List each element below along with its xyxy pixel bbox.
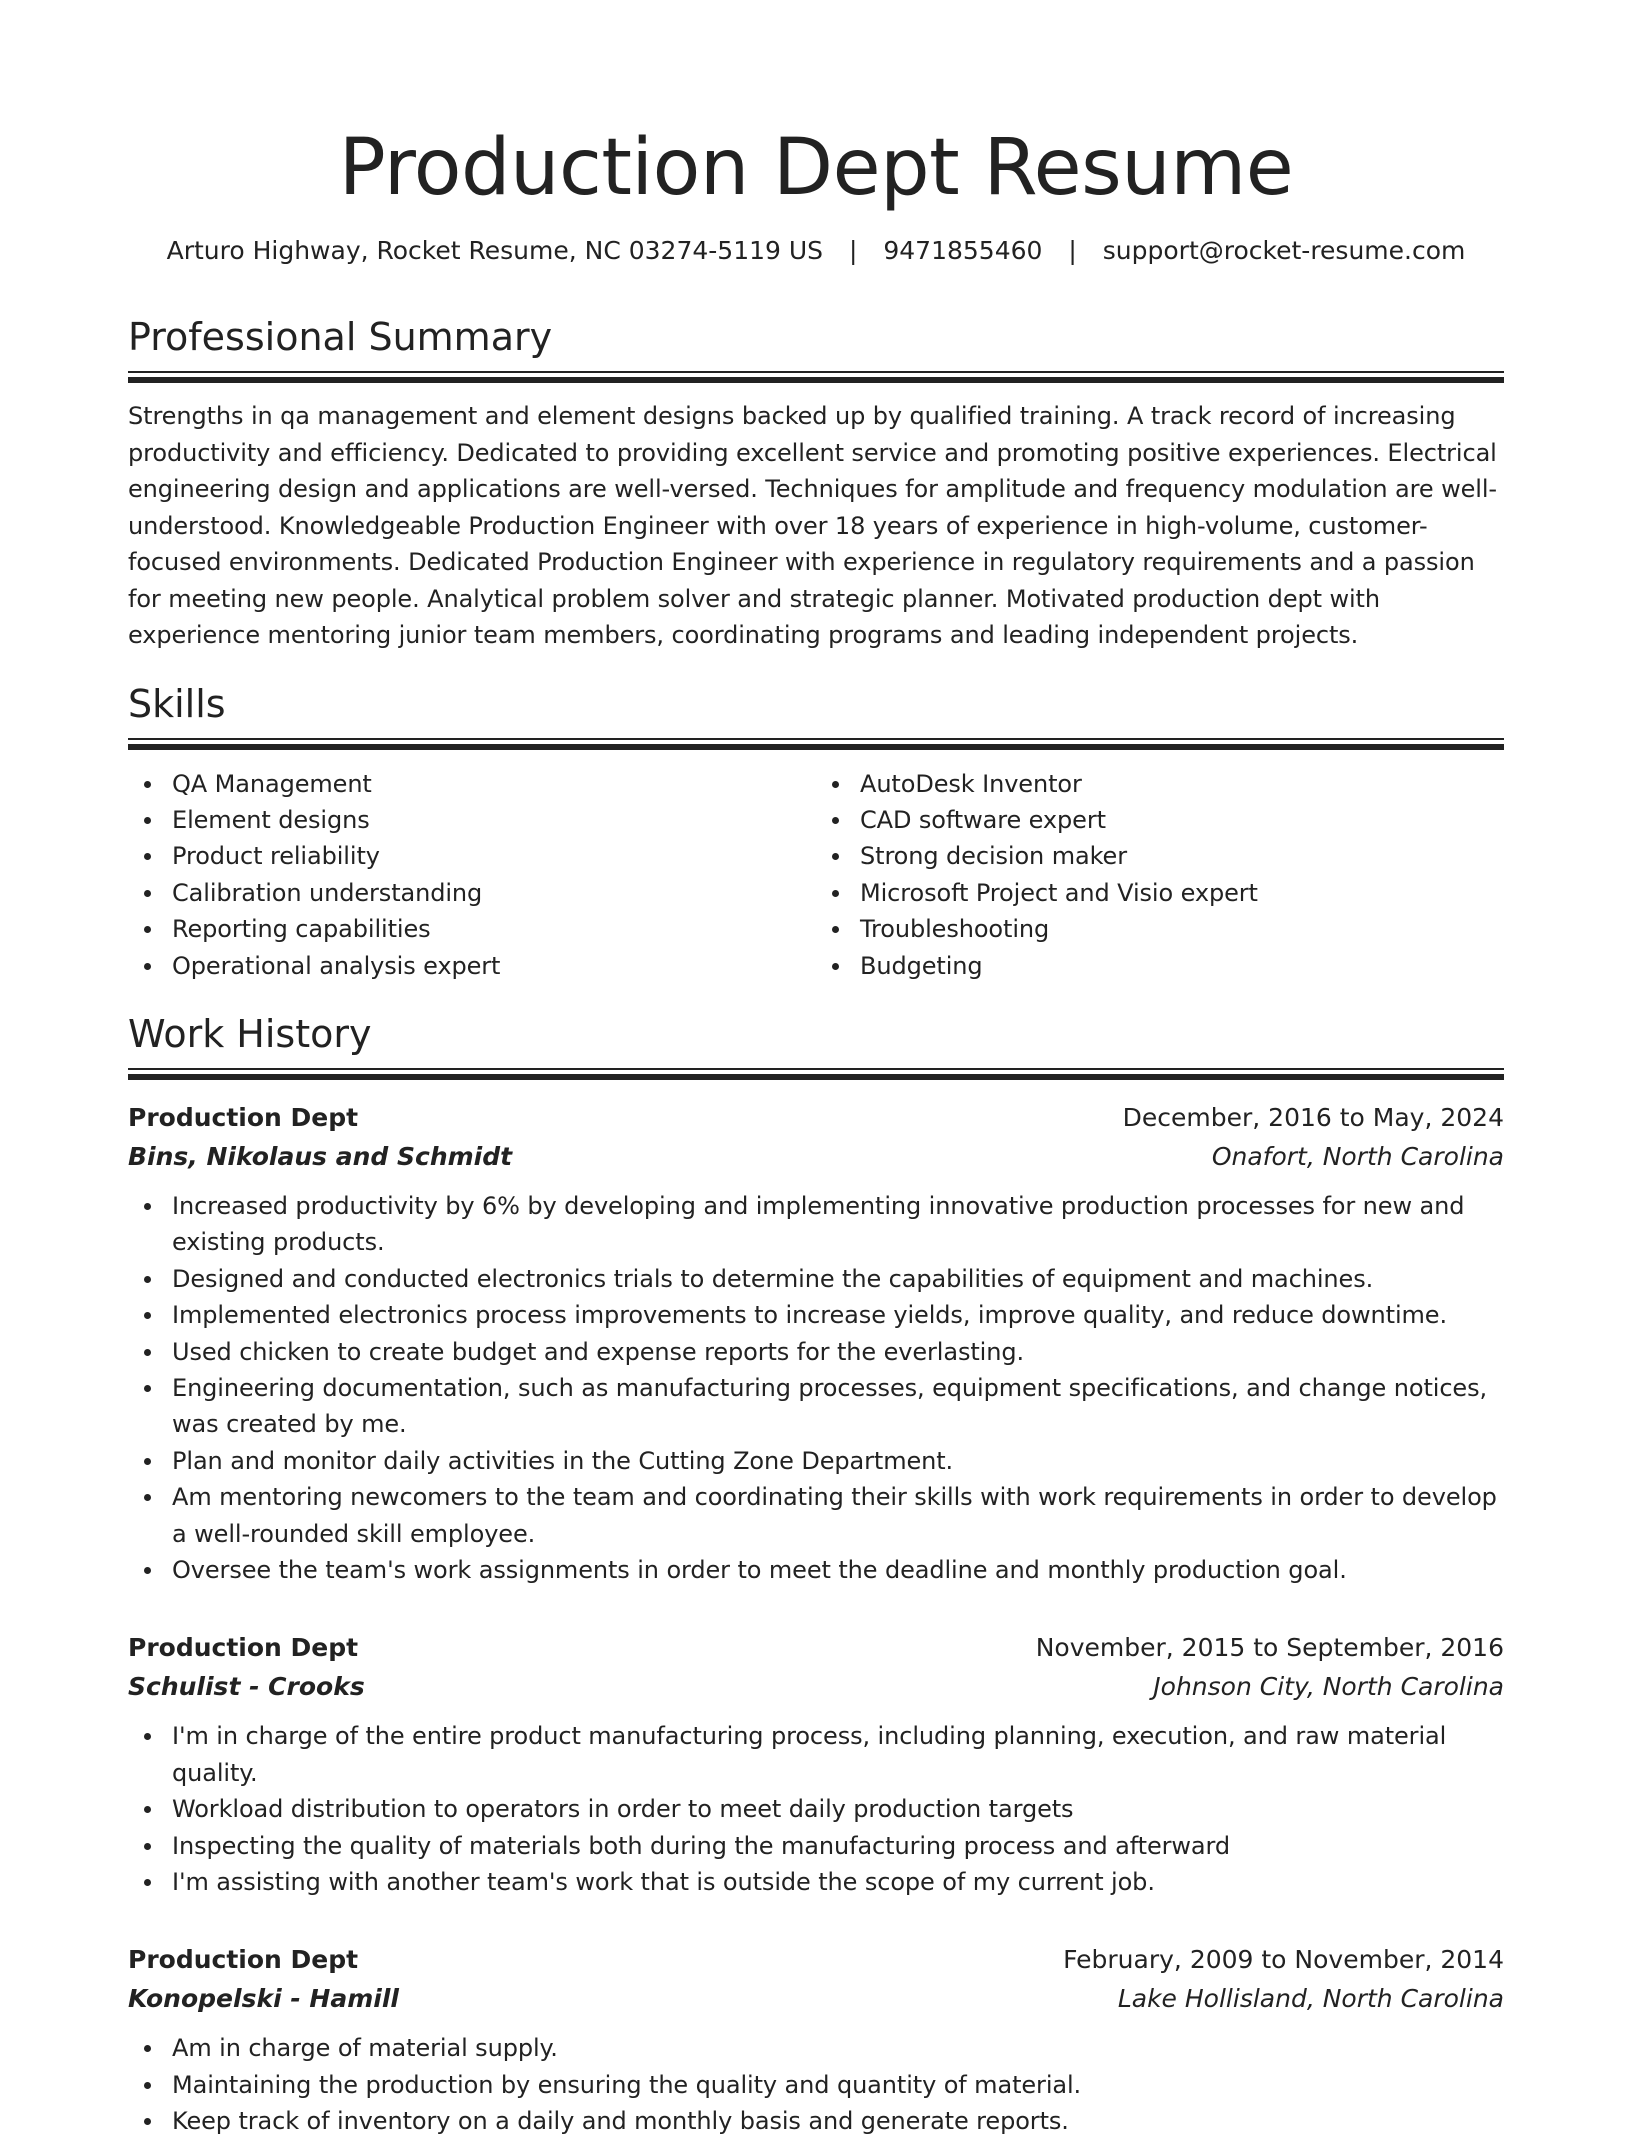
skill-item: CAD software expert [816,802,1504,838]
job-bullet: Designed and conducted electronics trials to determine the capabilities of equipment and machines. [128,1261,1504,1297]
job-bullet: Inspecting the quality of materials both during the manufacturing process and afterward [128,1828,1504,1864]
job-company: Schulist - Crooks [128,1672,365,1702]
professional-summary-section [128,313,1504,654]
resume-page [128,0,1504,2140]
skill-item: Calibration understanding [128,875,816,911]
job-company: Bins, Nikolaus and Schmidt [128,1141,513,1171]
job-company-row [128,1667,1504,1706]
contact-separator: | [1068,236,1077,265]
skill-item: Operational analysis expert [128,948,816,984]
section-divider [128,738,1504,750]
job-bullet: I'm in charge of the entire product manufacturing process, including planning, execution, and raw material quality. [128,1718,1504,1791]
skills-left-list [128,766,816,984]
job-bullet: Implemented electronics process improvements to increase yields, improve quality, and reduce downtime. [128,1297,1504,1333]
job-bullet: Am in charge of material supply. [128,2030,1504,2066]
section-divider [128,1068,1504,1080]
skill-item: AutoDesk Inventor [816,766,1504,802]
job-dates: February, 2009 to November, 2014 [1063,1945,1504,1975]
job-bullet: Plan and monitor daily activities in the Cutting Zone Department. [128,1443,1504,1479]
section-heading: Skills [128,681,226,726]
skill-item: Strong decision maker [816,838,1504,874]
job-entry [128,1098,1504,1588]
work-history-section [128,1010,1504,2140]
summary-text: Strengths in qa management and element designs backed up by qualified training. A track record of increasing productivity and efficiency. Dedicated to providing excellent service and promoting positive experiences. Electrical engineering design and applications are well-versed. Techniques for amplitude and frequency modulation are well-understood. Knowledgeable Production Engineer with over 18 years of experience in high-volume, customer-focused environments. Dedicated Production Engineer with experience in regulatory requirements and a passion for meeting new people. Analytical problem solver and strategic planner. Motivated production dept with experience mentoring junior team members, coordinating programs and leading independent projects. [128,402,1497,649]
section-heading: Professional Summary [128,315,553,359]
skill-item: QA Management [128,766,816,802]
resume-title: Production Dept Resume [338,123,1294,213]
contact-address: Arturo Highway, Rocket Resume, NC 03274-5119 US [166,236,824,265]
contact-email: support@rocket-resume.com [1102,236,1466,265]
skill-item: Product reliability [128,838,816,874]
job-entry [128,1628,1504,1900]
section-heading: Work History [128,1011,372,1056]
job-bullet: Am mentoring newcomers to the team and coordinating their skills with work requirements in order to develop a well-rounded skill employee. [128,1479,1504,1552]
job-company-row [128,1137,1504,1176]
job-company: Konopelski - Hamill [128,1984,399,2014]
job-dates: December, 2016 to May, 2024 [1122,1102,1504,1132]
section-divider [128,371,1504,383]
skill-item: Budgeting [816,948,1504,984]
job-bullet: I'm assisting with another team's work that is outside the scope of my current job. [128,1864,1504,1900]
contact-separator: | [848,236,858,265]
job-bullet: Workload distribution to operators in order to meet daily production targets [128,1791,1504,1827]
job-dates: November, 2015 to September, 2016 [1035,1633,1504,1663]
job-bullet: Keep track of inventory on a daily and monthly basis and generate reports. [128,2103,1504,2139]
job-bullet: Maintaining the production by ensuring the quality and quantity of material. [128,2067,1504,2103]
contact-phone: 9471855460 [883,236,1043,265]
job-title: Production Dept [128,1102,359,1132]
job-bullet: Increased productivity by 6% by developing and implementing innovative production processes for new and existing products. [128,1188,1504,1261]
job-location: Lake Hollisland, North Carolina [1117,1984,1504,2014]
skills-columns [128,766,1504,984]
job-location: Johnson City, North Carolina [1153,1672,1504,1702]
job-header-row [128,1940,1504,1979]
job-header-row [128,1098,1504,1137]
job-entry [128,1940,1504,2139]
job-bullet: Used chicken to create budget and expense reports for the everlasting. [128,1334,1504,1370]
job-bullet-list [128,1718,1504,1900]
skill-item: Troubleshooting [816,911,1504,947]
job-title: Production Dept [128,1633,359,1663]
skills-section [128,680,1504,984]
job-header-row [128,1628,1504,1667]
job-bullet: Oversee the team's work assignments in order to meet the deadline and monthly production goal. [128,1552,1504,1588]
skills-right-list [816,766,1504,984]
job-location: Onafort, North Carolina [1211,1141,1504,1171]
job-bullet-list [128,1188,1504,1588]
job-bullet: Engineering documentation, such as manufacturing processes, equipment specifications, and change notices, was created by me. [128,1370,1504,1443]
skill-item: Microsoft Project and Visio expert [816,875,1504,911]
skill-item: Element designs [128,802,816,838]
job-bullet-list [128,2030,1504,2139]
contact-line [128,234,1504,268]
job-company-row [128,1979,1504,2018]
skill-item: Reporting capabilities [128,911,816,947]
job-title: Production Dept [128,1945,359,1975]
